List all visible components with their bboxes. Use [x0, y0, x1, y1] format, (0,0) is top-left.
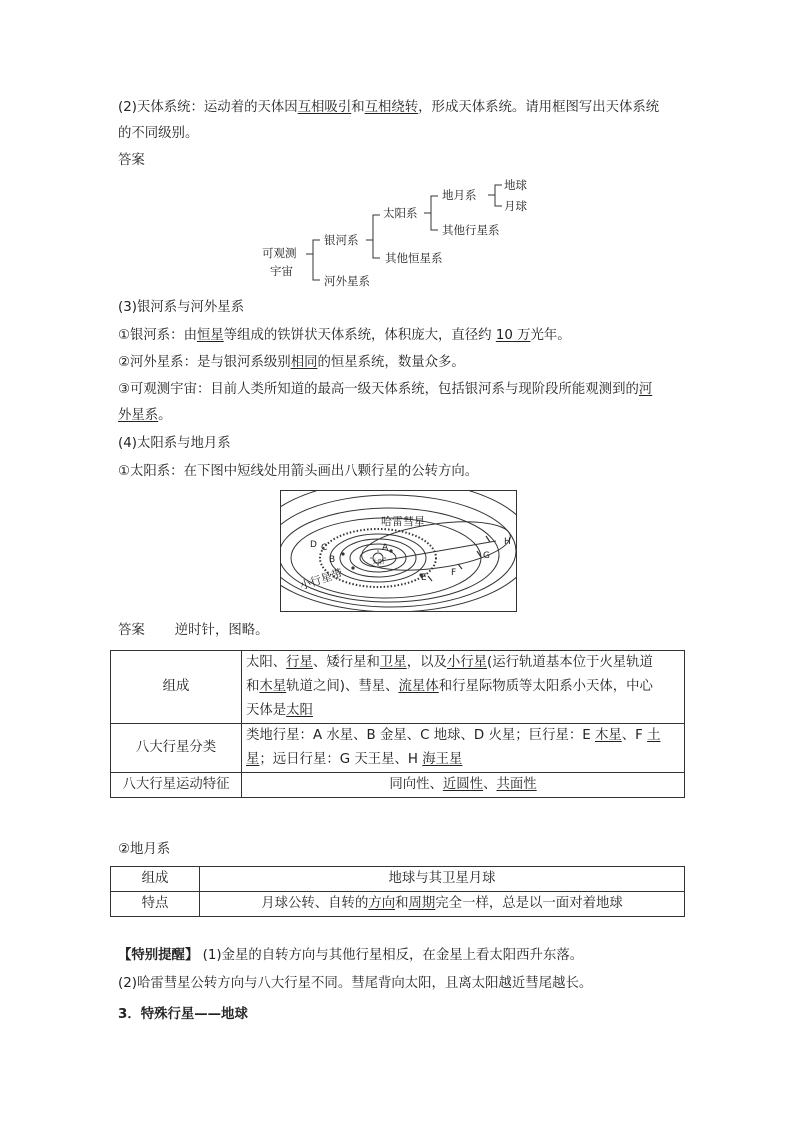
- tree-node-other-stars: 其他恒星系: [385, 251, 443, 265]
- row-label-motion: 八大行星运动特征: [111, 773, 242, 798]
- text: 、F: [621, 728, 648, 743]
- table-row: [111, 651, 685, 724]
- underline-answer: 海王星: [422, 752, 463, 767]
- tree-node-earth-moon: 地月系: [442, 188, 477, 202]
- asteroid-belt-label: 小行星带: [298, 566, 345, 593]
- table-row: [111, 724, 685, 773]
- answer-label: 答案: [118, 153, 145, 168]
- text: 和: [246, 679, 260, 694]
- text: ，形成天体系统。请用框图写出天体系统: [418, 100, 660, 115]
- row-label-composition: 组成: [111, 651, 242, 724]
- text: 的恒星系统，数量众多。: [317, 355, 465, 370]
- tips-label: 【特别提醒】: [118, 948, 199, 963]
- tree-node-solar: 太阳系: [383, 206, 418, 220]
- comet-label: 哈雷彗星: [381, 515, 425, 528]
- sec3-title: (3)银河系与河外星系: [118, 300, 245, 315]
- sec3-line2: [118, 353, 465, 373]
- underline-answer: 木星: [594, 728, 622, 743]
- planet-label-b: B: [329, 555, 336, 565]
- tree-node-extragalactic: 河外星系: [324, 274, 370, 288]
- solar-system-figure: [280, 490, 517, 612]
- text: 、: [483, 777, 497, 792]
- underline-answer: 10 万: [495, 328, 531, 343]
- solar-system-orbits: [281, 491, 516, 611]
- tree-node-moon: 月球: [504, 199, 527, 213]
- answer-label: 答案: [118, 623, 145, 638]
- text: 和: [351, 100, 365, 115]
- text: (2)天体系统：运动着的天体因: [118, 100, 298, 115]
- text: (1)金星的自转方向与其他行星相反，在金星上看太阳西升东落。: [202, 948, 584, 963]
- planet-label-c: C: [321, 543, 328, 553]
- planet-label-f: F: [451, 568, 457, 578]
- underline-answer: 行星: [286, 655, 313, 670]
- underline-answer: 小行星: [446, 655, 488, 670]
- text: ①银河系：由: [118, 328, 197, 343]
- text: 类地行星：A 水星、B 金星、C 地球、D 火星；巨行星：E: [246, 728, 595, 743]
- tree-node-other-planets: 其他行星系: [442, 223, 500, 237]
- text: 天体是: [246, 703, 287, 718]
- earth-moon-table: [110, 866, 685, 917]
- sec5-title: 3．特殊行星——地球: [118, 1007, 248, 1022]
- underline-answer: 共面性: [496, 777, 537, 792]
- sun-label: 太阳: [372, 559, 385, 566]
- underline-answer: 互相吸引: [297, 100, 352, 115]
- sec4-answer: [118, 621, 269, 641]
- text: ③可观测宇宙：目前人类所知道的最高一级天体系统，包括银河系与现阶段所能观测到的: [118, 382, 639, 397]
- planet-label-a: A: [382, 543, 389, 553]
- tips-line2: (2)哈雷彗星公转方向与八大行星不同。彗尾背向太阳，且离太阳越近彗尾越长。: [118, 976, 593, 991]
- row-label-classification: 八大行星分类: [111, 724, 242, 773]
- text: 和行星际物质等太阳系小天体，中心: [438, 679, 653, 694]
- text: 、矮行星和: [312, 655, 380, 670]
- text: ②河外星系：是与银河系级别: [118, 355, 291, 370]
- text: 太阳、: [246, 655, 287, 670]
- underline-answer: 互相绕转: [364, 100, 419, 115]
- row-value-classification: [242, 724, 685, 773]
- tree-root-line1: 可观测: [262, 246, 297, 260]
- sec4-line1: ①太阳系：在下图中短线处用箭头画出八颗行星的公转方向。: [118, 464, 479, 479]
- planet-label-e: E: [421, 573, 427, 583]
- text: 等组成的铁饼状天体系统，体积庞大，直径约: [223, 328, 496, 343]
- text: 同向性、: [389, 777, 443, 792]
- solar-system-table: [110, 650, 685, 798]
- underline-answer: 近圆性: [442, 777, 484, 792]
- earthmoon-title: ②地月系: [118, 842, 171, 857]
- underline-answer: 卫星: [379, 655, 407, 670]
- planet-label-h: H: [504, 537, 511, 547]
- underline-answer: 星: [246, 752, 260, 767]
- text: 轨道之间)、彗星、: [286, 679, 399, 694]
- sec2-line2: 的不同级别。: [118, 126, 199, 141]
- underline-answer: 周期: [408, 896, 436, 911]
- table-row: [111, 867, 685, 892]
- row-value-motion: [242, 773, 685, 798]
- sec3-line3: [118, 380, 652, 400]
- tree-node-earth: 地球: [504, 178, 527, 192]
- row-label-features: 特点: [111, 892, 200, 917]
- underline-answer: 恒星: [196, 328, 224, 343]
- text: ，以及: [406, 655, 447, 670]
- underline-answer: 流星体: [398, 679, 439, 694]
- underline-answer: 外星系: [118, 408, 159, 423]
- text: 光年。: [530, 328, 571, 343]
- row-value-features: [200, 892, 685, 917]
- table-row: [111, 773, 685, 798]
- table-row: [111, 892, 685, 917]
- planet-label-d: D: [310, 540, 317, 550]
- sec4-title: (4)太阳系与地月系: [118, 436, 231, 451]
- sec3-line4: [118, 406, 172, 426]
- underline-answer: 相同: [290, 355, 318, 370]
- underline-answer: 木星: [259, 679, 287, 694]
- tips-line1: [118, 946, 583, 966]
- row-label-composition: 组成: [111, 867, 200, 892]
- text: 完全一样，总是以一面对着地球: [435, 896, 623, 911]
- text: 和: [395, 896, 409, 911]
- tree-node-galaxy: 银河系: [324, 233, 359, 247]
- underline-answer: 河: [638, 382, 653, 397]
- tree-root-line2: 宇宙: [270, 264, 293, 278]
- underline-answer: 土: [647, 728, 661, 743]
- text: (运行轨道基本位于火星轨道: [487, 655, 653, 670]
- text: 月球公转、自转的: [261, 896, 369, 911]
- sec3-line1: [118, 326, 571, 346]
- row-value-composition: [242, 651, 685, 724]
- text: ；远日行星：G 天王星、H: [259, 752, 423, 767]
- answer-text: 逆时针，图略。: [174, 623, 269, 638]
- underline-answer: 太阳: [286, 703, 313, 718]
- row-value-composition: 地球与其卫星月球: [200, 867, 685, 892]
- planet-label-g: G: [483, 551, 490, 561]
- text: 。: [158, 408, 172, 423]
- underline-answer: 方向: [368, 896, 396, 911]
